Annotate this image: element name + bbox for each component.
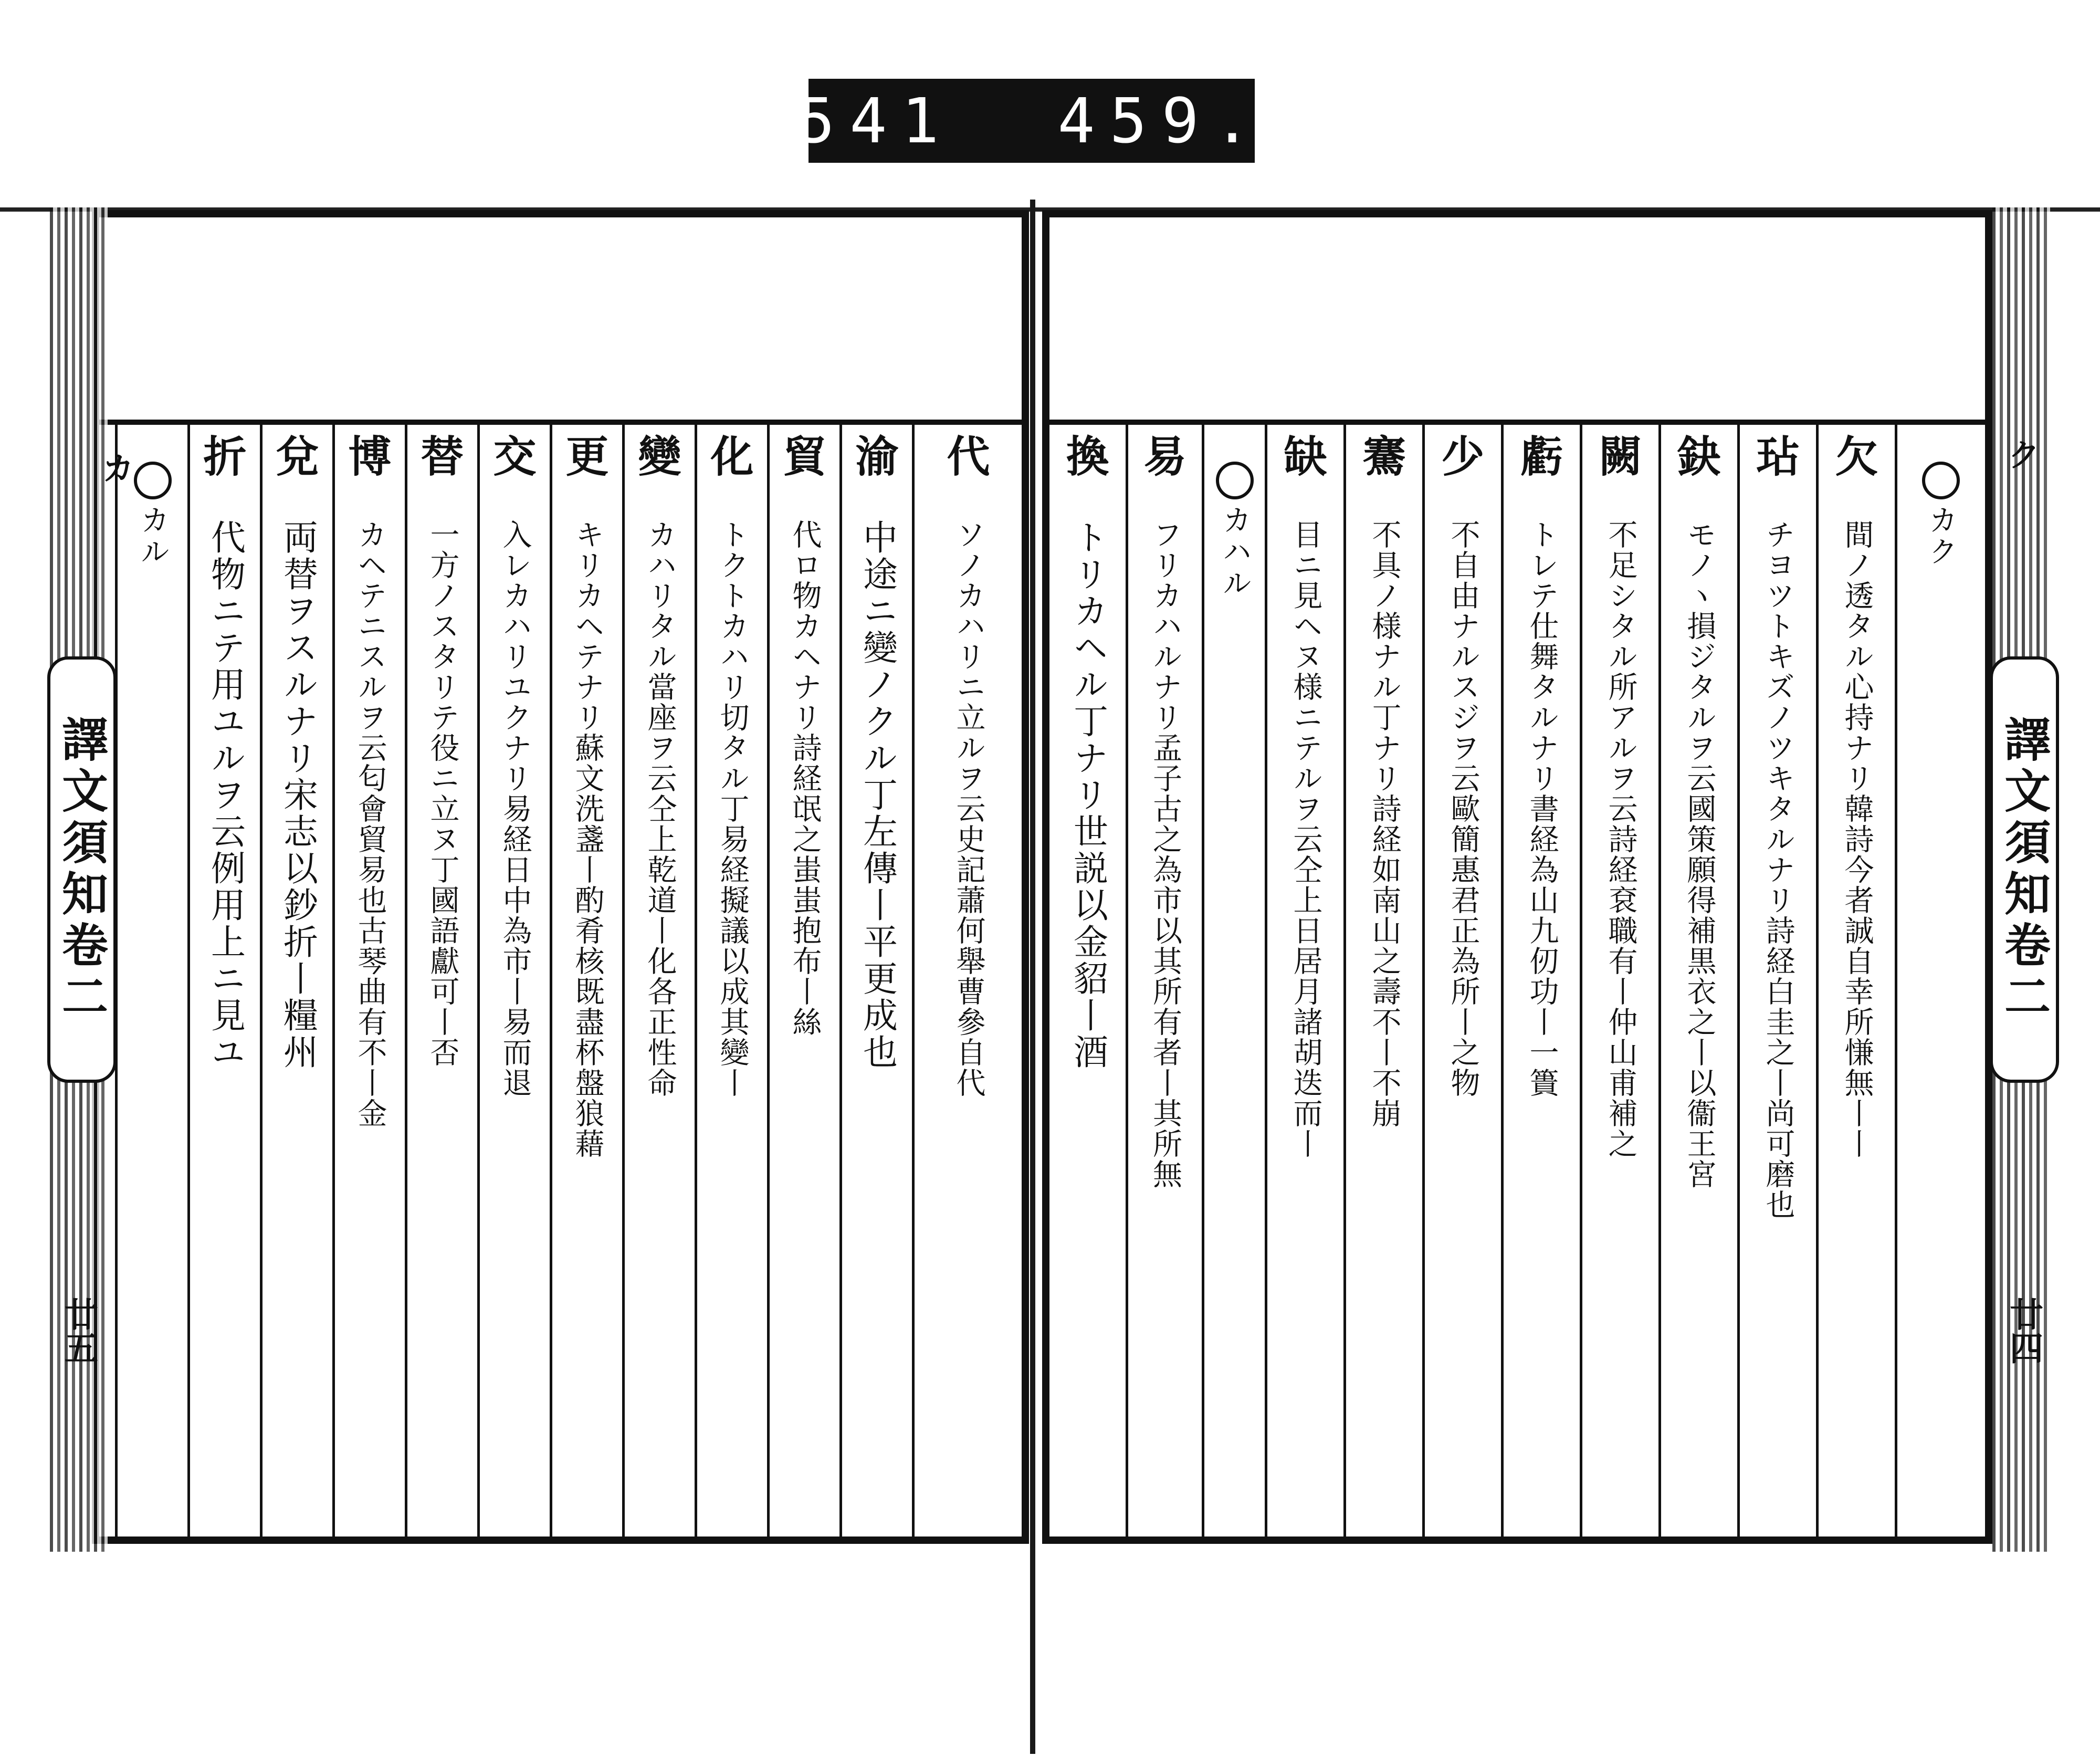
- entry-head: 換: [1066, 432, 1109, 482]
- circle-mark: [1216, 462, 1254, 499]
- entry-text: トリカヘル丁ナリ世説以金貂丨酒: [1067, 519, 1108, 1071]
- entry-text: 目ニ見ヘヌ様ニテルヲ云仝上日居月諸胡迭而丨: [1288, 519, 1323, 1159]
- entry-text: 両替ヲスルナリ宋志以鈔折丨糧州: [277, 519, 318, 1071]
- entry-column: [1343, 425, 1422, 1537]
- circle-mark: [1922, 462, 1960, 499]
- section-label: カハル: [1217, 505, 1252, 599]
- entry-column: [1126, 425, 1202, 1537]
- entry-column: [1816, 425, 1895, 1537]
- entry-text: トレテ仕舞タルナリ書経為山九仞功丨一簣: [1525, 519, 1559, 1098]
- entry-head: 缺: [1284, 432, 1327, 482]
- entry-text: キリカヘテナリ蘇文洗盞丨酌肴核既盡杯盤狼藉: [570, 519, 605, 1159]
- catalog-number: 541 459.: [797, 85, 1266, 157]
- right-header-band: [1049, 217, 1985, 425]
- entry-head: 易: [1143, 432, 1186, 482]
- entry-column: [1580, 425, 1658, 1537]
- entry-column: [405, 425, 477, 1537]
- folio-left: 廿五: [59, 1297, 98, 1364]
- entry-text: 中途ニ變ノクル丁左傳丨平更成也: [857, 519, 898, 1071]
- entry-column: [550, 425, 622, 1537]
- right-page: [1042, 210, 1992, 1544]
- entry-column: [767, 425, 839, 1537]
- section-label: カク: [1924, 505, 1958, 568]
- left-page: [92, 210, 1029, 1544]
- entry-column: [477, 425, 550, 1537]
- section-heading: [1216, 462, 1254, 599]
- entry-head: 交: [493, 432, 537, 482]
- entry-text: フリカハルナリ孟子古之為市以其所有者丨其所無: [1148, 519, 1182, 1189]
- entry-head: 兌: [276, 432, 319, 482]
- entry-head: 折: [203, 432, 247, 482]
- entry-text: 不足シタル所アルヲ云詩経袞職有丨仲山甫補之: [1603, 519, 1638, 1159]
- section-column: [1895, 425, 1984, 1537]
- entry-column: [1265, 425, 1343, 1537]
- entry-column: [1501, 425, 1580, 1537]
- entry-head: 玷: [1756, 432, 1800, 482]
- entry-text: チヨツトキズノツキタルナリ詩経白圭之丨尚可磨也: [1761, 519, 1796, 1220]
- entry-head: 變: [638, 432, 681, 482]
- entry-head: 渝: [855, 432, 899, 482]
- entry-head: 化: [710, 432, 754, 482]
- entry-text: 不自由ナルスジヲ云歐簡惠君正為所丨之物: [1446, 519, 1480, 1098]
- entry-text: カヘテニスルヲ云匂會貿易也古琴曲有不丨金: [353, 519, 387, 1128]
- entry-text: カハリタル當座ヲ云仝上乾道丨化各正性命: [643, 519, 677, 1098]
- left-body: [99, 425, 1022, 1537]
- entry-column: [839, 425, 912, 1537]
- folio-right: 廿四: [2004, 1297, 2043, 1364]
- entry-column: [695, 425, 767, 1537]
- entry-text: 一方ノスタリテ役ニ立ヌ丁國語獻可丨否: [425, 519, 460, 1068]
- entry-text: 代ロ物カヘナリ詩経氓之蚩蚩抱布丨絲: [788, 519, 822, 1037]
- entry-head: 博: [348, 432, 392, 482]
- entry-head: 代: [947, 432, 990, 482]
- entry-text: トクトカハリ切タル丁易経擬議以成其變丨: [715, 519, 750, 1098]
- book-title-right: 譯文須知卷二: [1990, 656, 2059, 1083]
- entry-head: 替: [421, 432, 464, 482]
- entry-text: ソノカハリニ立ルヲ云史記蕭何舉曹參自代: [951, 519, 986, 1098]
- entry-column: [1049, 425, 1126, 1537]
- entry-column: [260, 425, 332, 1537]
- entry-head: 騫: [1362, 432, 1406, 482]
- entry-column: [1422, 425, 1501, 1537]
- section-heading: [1922, 462, 1960, 568]
- entry-head: 貿: [783, 432, 826, 482]
- left-header-band: [99, 217, 1022, 425]
- book-spine: [1030, 200, 1035, 1754]
- section-label: カル: [135, 505, 170, 568]
- section-heading: [134, 462, 172, 568]
- circle-mark: [134, 462, 172, 499]
- entry-head: 少: [1441, 432, 1485, 482]
- entry-column: [332, 425, 405, 1537]
- entry-text: 代物ニテ用ユルヲ云例用上ニ見ユ: [205, 519, 246, 1071]
- entry-text: 入レカハリユクナリ易経日中為市丨易而退: [498, 519, 532, 1098]
- book-title-left: 譯文須知卷二: [47, 656, 117, 1083]
- entry-column: [912, 425, 1022, 1537]
- entry-head: 闕: [1599, 432, 1642, 482]
- right-body: [1049, 425, 1985, 1537]
- entry-column: [622, 425, 695, 1537]
- entry-column: [1737, 425, 1816, 1537]
- entry-column: [1658, 425, 1737, 1537]
- section-column: [1202, 425, 1265, 1537]
- page-mark-right: ク: [2008, 437, 2040, 474]
- entry-text: 間ノ透タル心持ナリ韓詩今者誠自幸所慊無丨丨: [1840, 519, 1874, 1159]
- section-column: [115, 425, 187, 1537]
- entry-text: 不具ノ様ナル丁ナリ詩経如南山之壽不丨不崩: [1367, 519, 1402, 1128]
- entry-head: 鈌: [1677, 432, 1721, 482]
- entry-column: [187, 425, 260, 1537]
- catalog-label: [797, 79, 1266, 163]
- entry-head: 欠: [1835, 432, 1878, 482]
- page-mark-left: カ: [102, 451, 134, 487]
- entry-head: 更: [565, 432, 609, 482]
- entry-head: 虧: [1520, 432, 1563, 482]
- entry-text: モノヽ損ジタルヲ云國策願得補黒衣之丨以衞王宮: [1682, 519, 1717, 1189]
